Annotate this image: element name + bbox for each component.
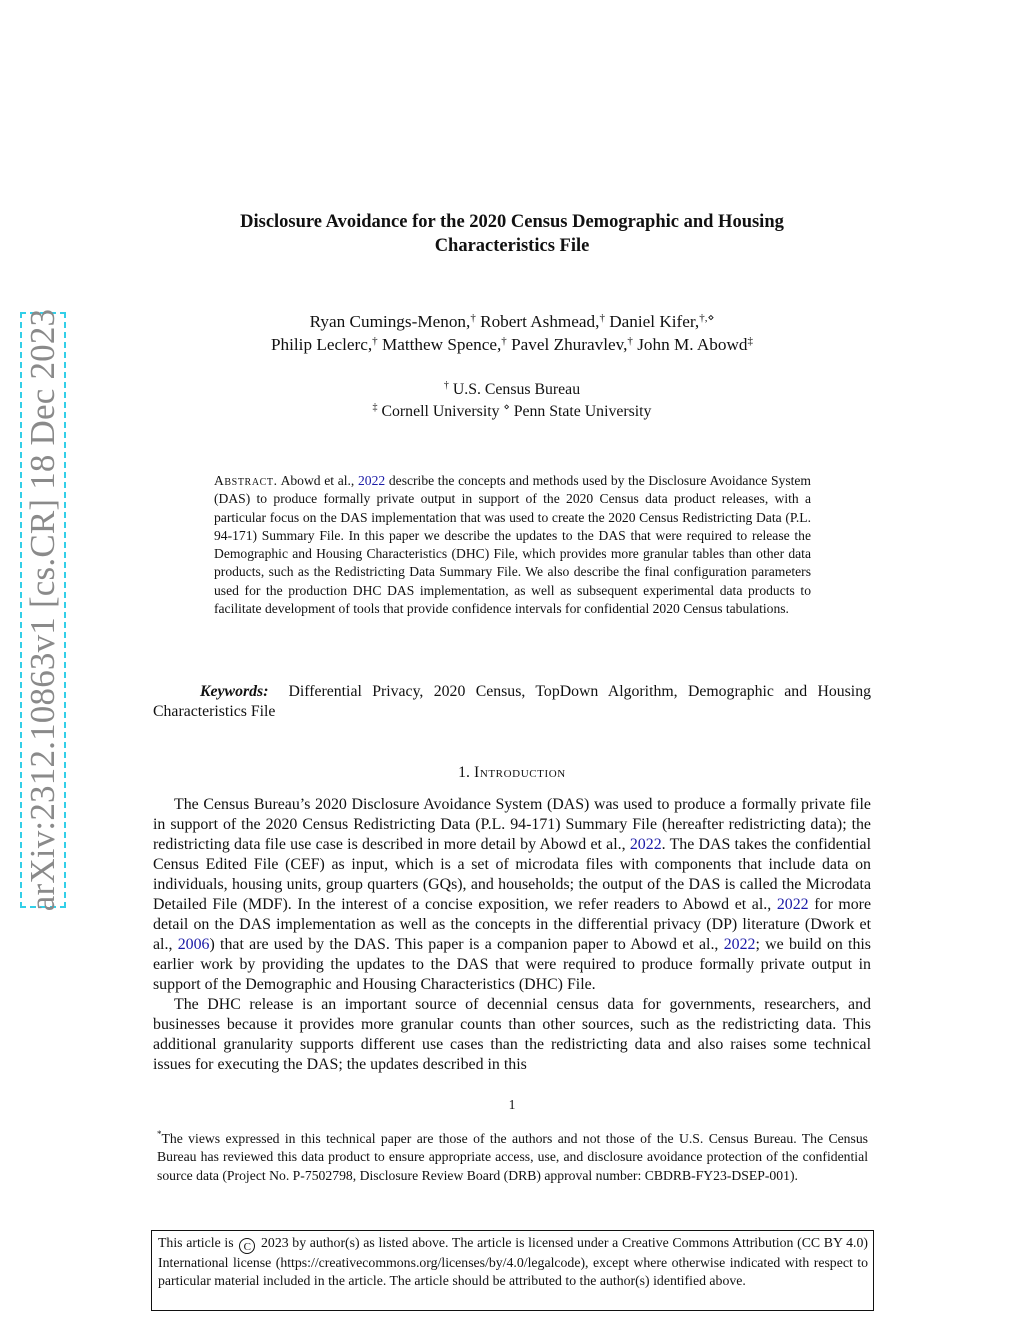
affiliation-line-1 [150,379,874,401]
abstract-text: describe the concepts and methods used by the Disclosure Avoidance System (DAS) to produce formally private output in support of the 2020 Census data product releases, with a particular focus on the DAS implementation that was used to create the 2020 Census Redistricting Data (P.L. 94-171) Summary File. In this paper we describe the updates to the DAS that were required to release the Demographic and Housing Characteristics (DHC) File, which provides more granular tables than other data products, such as the Redistricting Data Summary File. We also describe the final configuration parameters used for the production DHC DAS implementation, as well as subsequent experimental data products to facilitate development of tools that provide confidence intervals for confidential 2020 Census tabulations. [214,473,812,617]
footnote-text: The views expressed in this technical paper are those of the authors and not those of the U.S. Census Bureau. The Census Bureau has reviewed this data product to ensure appropriate access, use, and disclosure avoidance protection of the confidential source data (Project No. P-7502798, Disclosure Review Board (DRB) approval number: CBDRB-FY23-DSEP-001). [157,1131,868,1183]
arxiv-stamp [20,308,66,912]
author-name: Philip Leclerc, [270,335,373,354]
abstract [214,472,811,618]
author-name: Robert Ashmead, [480,312,600,331]
affiliation-psu: Penn State University [513,403,652,420]
intro-text: . The DAS takes the confidential Census Edited File (CEF) as input, which is a set of microdata files with components that include data on individuals, housing units, group quarters (GQs), and households; the output of the DAS is called the Microdata Detailed File (MDF). In the interest of a concise exposition, we refer readers to Abowd et al., [153,836,871,913]
citation-link[interactable]: 2022 [629,836,662,853]
footnote-mark: * [157,1129,162,1139]
author-name: Ryan Cumings-Menon, [309,312,471,331]
intro-paragraph-1 [153,795,871,995]
author-name: Matthew Spence, [381,335,502,354]
license-pre: This article is [158,1235,234,1250]
author-mark: † [627,335,633,347]
intro-body [153,795,871,1075]
citation-link[interactable]: 2006 [177,936,210,953]
citation-link[interactable]: 2022 [776,896,809,913]
paper-title [150,210,874,258]
author-mark: † [470,312,476,324]
abstract-label: Abstract. [214,473,278,488]
affiliation-cornell: Cornell University [381,403,500,420]
intro-text: for more detail on the DAS implementation as well as the concepts in the differential privacy (DP) literature (Dwork et al., [153,896,871,953]
author-list [150,310,874,356]
page-number: 1 [508,1097,516,1112]
keywords [153,682,871,722]
author-name: Daniel Kifer, [609,312,700,331]
affiliations [150,379,874,423]
author-mark: ‡ [747,335,753,347]
section-number: 1. [458,764,470,781]
intro-text: ) that are used by the DAS. This paper is a companion paper to Abowd et al., [209,936,719,953]
author-name: John M. Abowd [637,335,748,354]
footnote [157,1130,868,1185]
author-mark: † [372,335,378,347]
intro-text: The Census Bureau’s 2020 Disclosure Avoidance System (DAS) was used to produce a formally private file in support of the 2020 Census Redistricting Data (P.L. 94-171) Summary File (hereafter redistricting data); the redistricting data file use case is described in more detail by Abowd et al., [153,796,871,853]
affiliation-census: U.S. Census Bureau [452,381,581,398]
abstract-citation-link[interactable]: 2022 [358,473,386,488]
section-title: Introduction [473,764,566,781]
abstract-cite-author: Abowd et al., [280,473,355,488]
intro-paragraph-2: The DHC release is an important source of decennial census data for governments, researchers, and businesses because it provides more granular counts than other sources, such as the redistricting data. This additional granularity supports different use cases than the redistricting data and also raises some technical issues for executing the DAS; the updates described in this [153,996,871,1073]
keywords-text: Differential Privacy, 2020 Census, TopDown Algorithm, Demographic and Housing Characteristics File [153,683,871,720]
affiliation-mark: ⋄ [503,402,510,413]
citation-link[interactable]: 2022 [723,936,756,953]
affiliation-line-2 [150,401,874,423]
section-heading [150,764,874,782]
author-name: Pavel Zhuravlev, [511,335,628,354]
author-line-2 [150,333,874,356]
author-mark: † [501,335,507,347]
copyright-icon: C [239,1238,255,1254]
license-box [151,1230,874,1311]
license-text: 2023 by author(s) as listed above. The article is licensed under a Creative Commons Attribution (CC BY 4.0) International license (https://creativecommons.org/licenses/by/4.0/legalcode), except where otherwise indicated with respect to particular material included in the article. The article should be attributed to the author(s) identified above. [158,1235,868,1289]
intro-text: ; we build on this earlier work by providing the updates to the DAS that were required to produce formally private output in support of the Demographic and Housing Characteristics (DHC) File. [153,936,871,993]
author-mark: †,⋄ [699,312,715,324]
author-line-1 [150,310,874,333]
author-mark: † [599,312,605,324]
keywords-label: Keywords: [200,683,269,700]
affiliation-mark: † [443,380,449,391]
title-line-1: Disclosure Avoidance for the 2020 Census Demographic and Housing [240,212,784,232]
affiliation-mark: ‡ [372,402,378,413]
title-line-2: Characteristics File [434,236,590,256]
arxiv-identifier[interactable]: arXiv:2312.10863v1 [cs.CR] 18 Dec 2023 [23,308,62,912]
